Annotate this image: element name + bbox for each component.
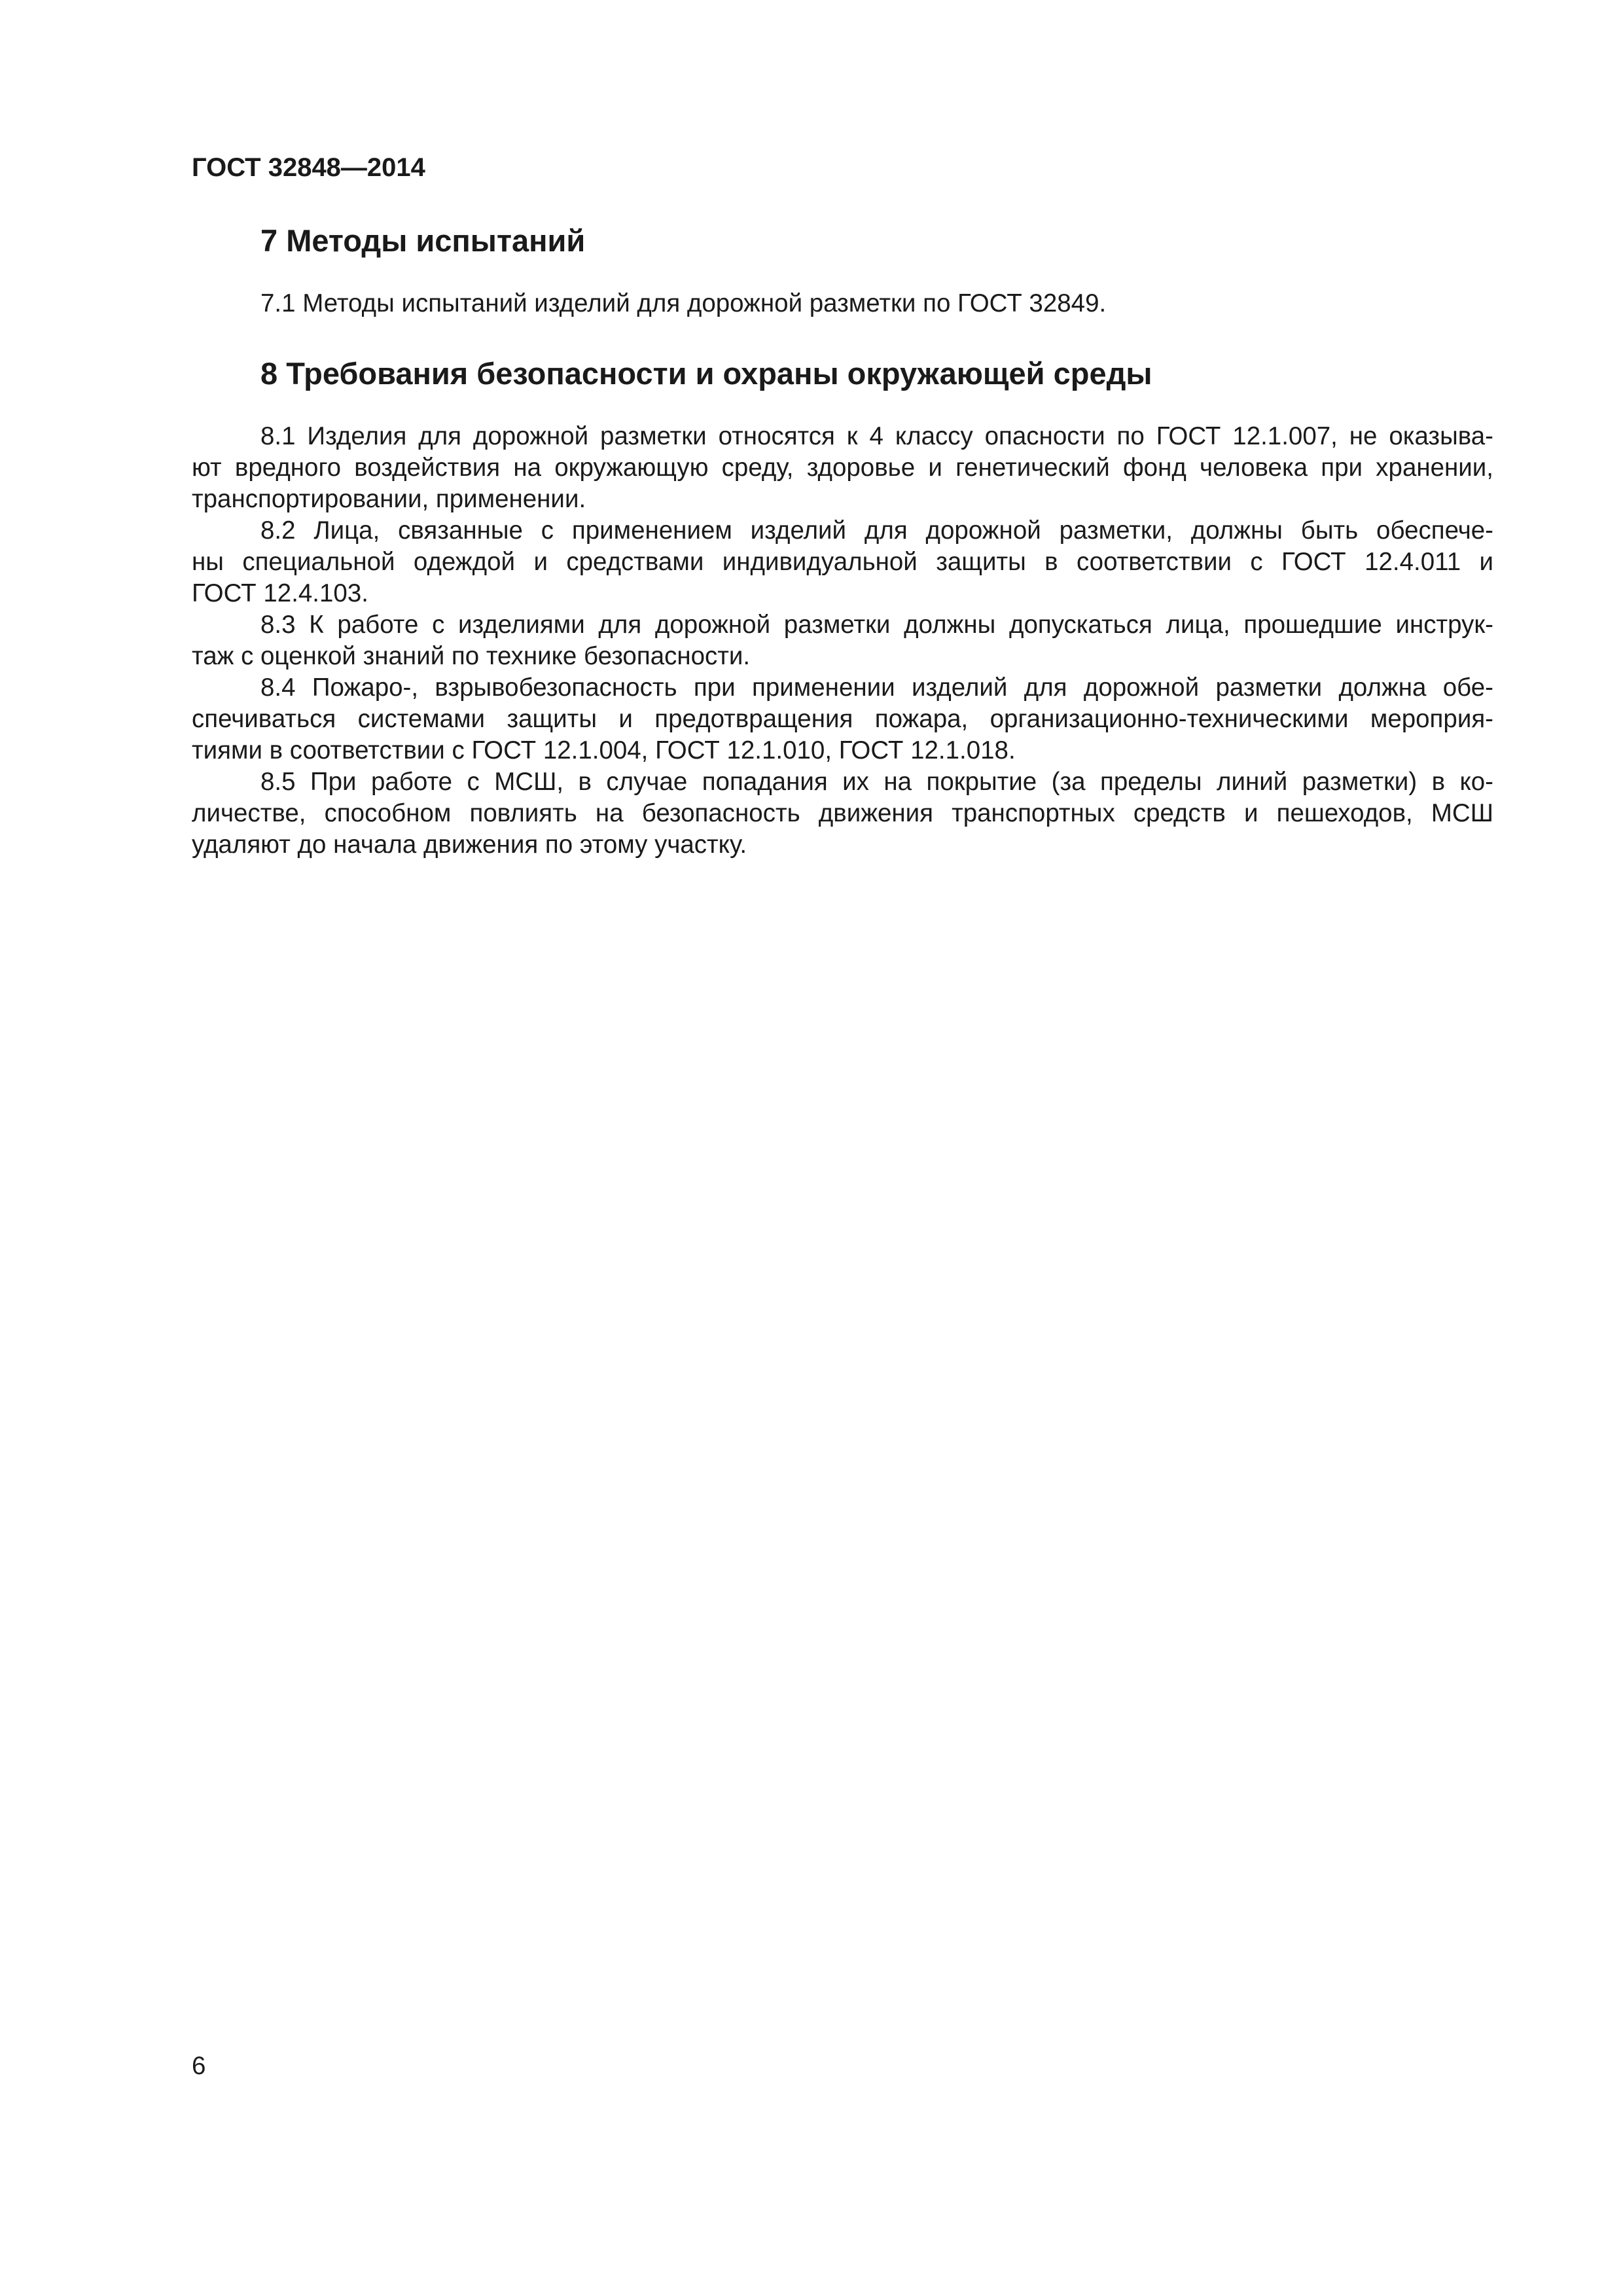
paragraph-line: 8.1 Изделия для дорожной разметки относятся к 4 классу опасности по ГОСТ 12.1.007, не оказыва-	[260, 422, 1493, 450]
paragraph-line: 8.5 При работе с МСШ, в случае попадания их на покрытие (за пределы линий разметки) в ко-	[260, 768, 1493, 796]
paragraph-line: 7.1 Методы испытаний изделий для дорожной разметки по ГОСТ 32849.	[260, 289, 1107, 317]
paragraph-line: 8.3 К работе с изделиями для дорожной разметки должны допускаться лица, прошедшие инструк-	[260, 611, 1493, 639]
paragraph-line: ГОСТ 12.4.103.	[192, 579, 368, 607]
paragraph-line: таж с оценкой знаний по технике безопасности.	[192, 642, 751, 670]
paragraph-line: тиями в соответствии с ГОСТ 12.1.004, ГОСТ 12.1.010, ГОСТ 12.1.018.	[192, 736, 1016, 764]
section-8-heading: 8 Требования безопасности и охраны окружающей среды	[260, 356, 1152, 391]
section-7-heading: 7 Методы испытаний	[260, 223, 586, 258]
paragraph-line: спечиваться системами защиты и предотвращения пожара, организационно-техническими мероприя-	[192, 705, 1493, 733]
paragraph-line: транспортировании, применении.	[192, 485, 586, 513]
paragraph-line: личестве, способном повлиять на безопасность движения транспортных средств и пешеходов, МСШ	[192, 799, 1493, 827]
paragraph-line: ны специальной одеждой и средствами индивидуальной защиты в соответствии с ГОСТ 12.4.011 и	[192, 548, 1493, 576]
paragraph-line: удаляют до начала движения по этому участку.	[192, 831, 747, 859]
page-number: 6	[192, 2052, 206, 2080]
paragraph-8-4	[192, 672, 1493, 766]
paragraph-8-2	[192, 515, 1493, 609]
paragraph-8-1	[192, 421, 1493, 515]
paragraph-line: 8.4 Пожаро-, взрывобезопасность при применении изделий для дорожной разметки должна обе-	[260, 673, 1493, 702]
document-header: ГОСТ 32848—2014	[192, 153, 425, 182]
paragraph-8-3	[192, 609, 1493, 672]
paragraph-line: ют вредного воздействия на окружающую среду, здоровье и генетический фонд человека при хранении,	[192, 454, 1493, 482]
paragraph-line: 8.2 Лица, связанные с применением изделий для дорожной разметки, должны быть обеспече-	[260, 516, 1493, 545]
paragraph-8-5	[192, 766, 1493, 861]
paragraph-7-1	[192, 288, 1493, 319]
